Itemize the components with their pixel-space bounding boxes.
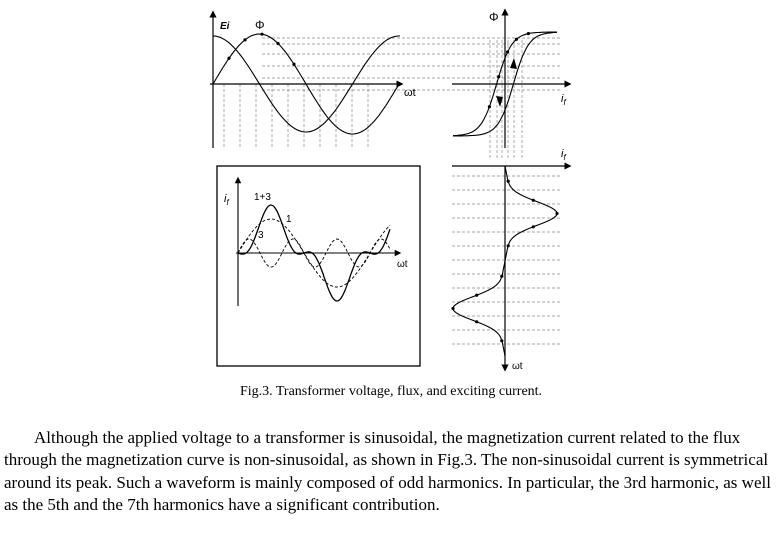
hysteresis-dot: [488, 105, 491, 108]
body-paragraph: [4, 427, 778, 517]
current-dot: [500, 339, 503, 342]
flux-dot: [276, 42, 279, 45]
current-dot: [507, 180, 510, 183]
hysteresis-dot: [497, 75, 500, 78]
current-dot: [507, 244, 510, 247]
magnetization-curve-plot: [452, 10, 568, 148]
wt-label-bottom: ωt: [512, 361, 523, 372]
exciting-current-box: [217, 166, 420, 366]
label-1: 1: [286, 214, 292, 225]
hysteresis-arrow-up: [510, 58, 517, 69]
hysteresis-sample-dots: [488, 32, 530, 108]
wt-label-top: ωt: [404, 87, 416, 99]
if-axis-label-mag: $i_f$: [561, 93, 566, 107]
flux-dot: [227, 57, 230, 60]
current-dot: [500, 275, 503, 278]
ei-label: Ei: [220, 21, 230, 32]
flux-dot: [243, 38, 246, 41]
current-dot: [451, 307, 454, 310]
current-dot: [475, 294, 478, 297]
box-frame: [217, 166, 420, 366]
if-label-right: $i_f$: [561, 148, 566, 162]
hysteresis-dot: [515, 38, 518, 41]
phi-label-top: Φ: [255, 18, 265, 32]
flux-sample-dots: [227, 33, 295, 66]
hysteresis-dot: [506, 50, 509, 53]
if-label-box: $i_f$: [224, 193, 229, 207]
current-dot: [532, 225, 535, 228]
voltage-flux-plot: [210, 14, 416, 148]
current-dot: [555, 212, 558, 215]
figure-caption: Fig.3. Transformer voltage, flux, and exciting current.: [239, 384, 543, 399]
flux-dot: [292, 63, 295, 66]
phi-axis-label: Φ: [489, 10, 499, 24]
current-dot: [475, 320, 478, 323]
wt-label-box: ωt: [397, 259, 408, 270]
hysteresis-dot: [527, 32, 530, 35]
flux-dot: [260, 33, 263, 36]
label-1-plus-3: 1+3: [254, 192, 271, 203]
paragraph-text: Although the applied voltage to a transformer is sinusoidal, the magnetization current related to the flux through the magnetization curve is non-sinusoidal, as shown in Fig.3. The non-sinusoidal current is symmetrical around its peak. Such a waveform is mainly composed of odd harmonics. In particular, the 3rd harmonic, as well as the 5th and the 7th harmonics have a significant contribution.: [4, 428, 771, 515]
current-dot: [532, 199, 535, 202]
label-3: 3: [258, 230, 264, 241]
